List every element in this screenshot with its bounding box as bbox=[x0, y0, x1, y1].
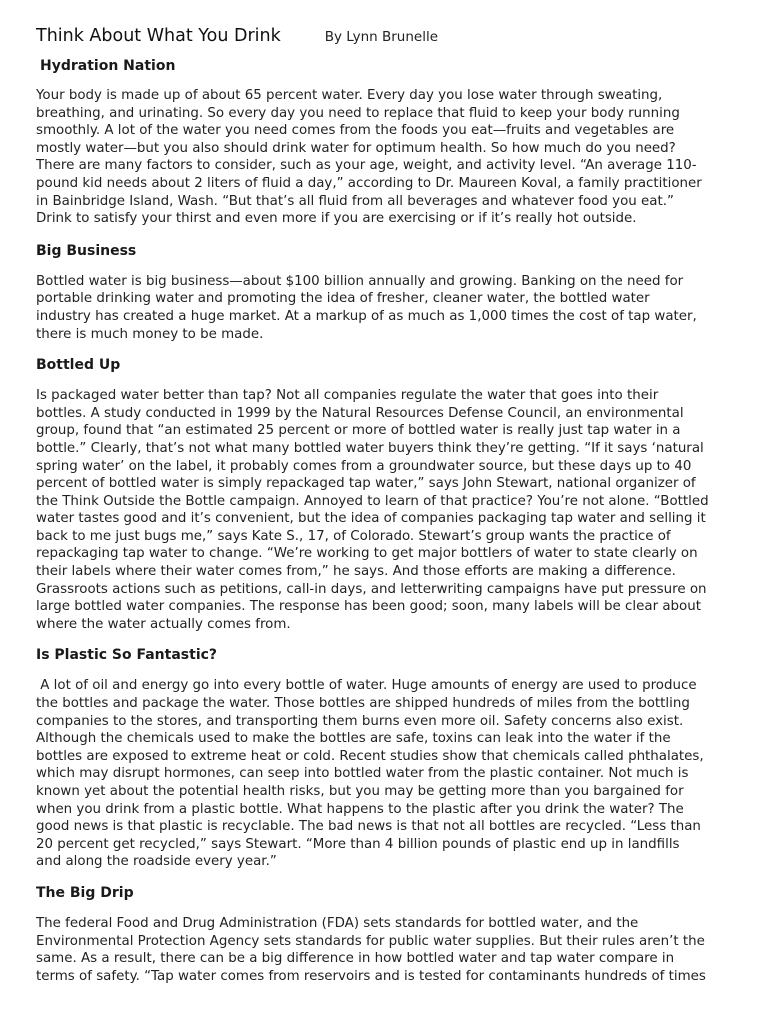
section-heading: The Big Drip bbox=[36, 884, 134, 901]
section-bottled-up bbox=[36, 356, 736, 633]
section-is-plastic-so-fantastic bbox=[36, 646, 736, 871]
document-header bbox=[36, 26, 736, 50]
section-heading: Hydration Nation bbox=[40, 58, 176, 74]
section-paragraph: Your body is made up of about 65 percent water. Every day you lose water through sweating, breathing, and urinating. So every day you need to replace that fluid to keep your body running smoothly. A lot of the water you need comes from the foods you eat—fruits and vegetables are mostly water—but you also should drink water for optimum health. So how much do you need? There are many factors to consider, such as your age, weight, and activity level. “An average 110- pound kid needs about 2 liters of fluid a day,” according to Dr. Maureen Koval, a family practitioner in Bainbridge Island, Wash. “But that’s all fluid from all beverages and whatever food you eat.” Drink to satisfy your thirst and even more if you are exercising or if it’s really hot outside. bbox=[36, 88, 702, 227]
section-paragraph: A lot of oil and energy go into every bottle of water. Huge amounts of energy are used to produce the bottles and package the water. Those bottles are shipped hundreds of miles from the bottling companies to the stores, and transporting them burns even more oil. Safety concerns also exist. Although the chemicals used to make the bottles are safe, toxins can leak into the water if the bottles are exposed to extreme heat or cold. Recent studies show that chemicals called phthalates, which may disrupt hormones, can seep into bottled water from the plastic container. Not much is known yet about the potential health risks, but you may be getting more than you bargained for when you drink from a plastic bottle. What happens to the plastic after you drink the water? The good news is that plastic is recyclable. The bad news is that not all bottles are recycled. “Less than 20 percent get recycled,” says Stewart. “More than 4 billion pounds of plastic end up in landfills and along the roadside every year.” bbox=[36, 678, 704, 870]
section-heading: Bottled Up bbox=[36, 357, 121, 374]
section-paragraph: The federal Food and Drug Administration (FDA) sets standards for bottled water, and the Environmental Protection Agency sets standards for public water supplies. But their rules aren’t the same. As a result, there can be a big difference in how bottled water and tap water compare in terms of safety. “Tap water comes from reservoirs and is tested for contaminants hundreds of times bbox=[36, 915, 706, 984]
section-big-business bbox=[36, 242, 736, 343]
section-heading: Big Business bbox=[36, 242, 137, 259]
section-paragraph: Bottled water is big business—about $100 billion annually and growing. Banking on the need for portable drinking water and promoting the idea of fresher, cleaner water, the bottled water industry has created a huge market. At a markup of as much as 1,000 times the cost of tap water, there is much money to be made. bbox=[36, 273, 697, 342]
section-paragraph: Is packaged water better than tap? Not all companies regulate the water that goes into their bottles. A study conducted in 1999 by the Natural Resources Defense Council, an environmental group, found that “an estimated 25 percent or more of bottled water is really just tap water in a bottle.” Clearly, that’s not what many bottled water buyers think they’re getting. “If it says ‘natural spring water’ on the label, it probably comes from a groundwater source, but these days up to 40 percent of bottled water is simply repackaged tap water,” says John Stewart, national organizer of the Think Outside the Bottle campaign. Annoyed to learn of that practice? You’re not alone. “Bottled water tastes good and it’s convenient, but the idea of companies packaging tap water and selling it back to me just bugs me,” says Kate S., 17, of Colorado. Stewart’s group wants the practice of repackaging tap water to change. “We’re working to get major bottlers of water to state clearly on their labels where their water comes from,” he says. And those efforts are making a difference. Grassroots actions such as petitions, call-in days, and letterwriting campaigns have put pressure on large bottled water companies. The response has been good; soon, many labels will be clear about where the water actually comes from. bbox=[36, 388, 709, 632]
byline: By Lynn Brunelle bbox=[324, 29, 439, 45]
section-hydration-nation bbox=[36, 57, 736, 228]
document-page bbox=[36, 26, 736, 985]
section-the-big-drip bbox=[36, 884, 736, 985]
section-heading: Is Plastic So Fantastic? bbox=[36, 647, 218, 664]
document-title: Think About What You Drink bbox=[36, 26, 281, 46]
